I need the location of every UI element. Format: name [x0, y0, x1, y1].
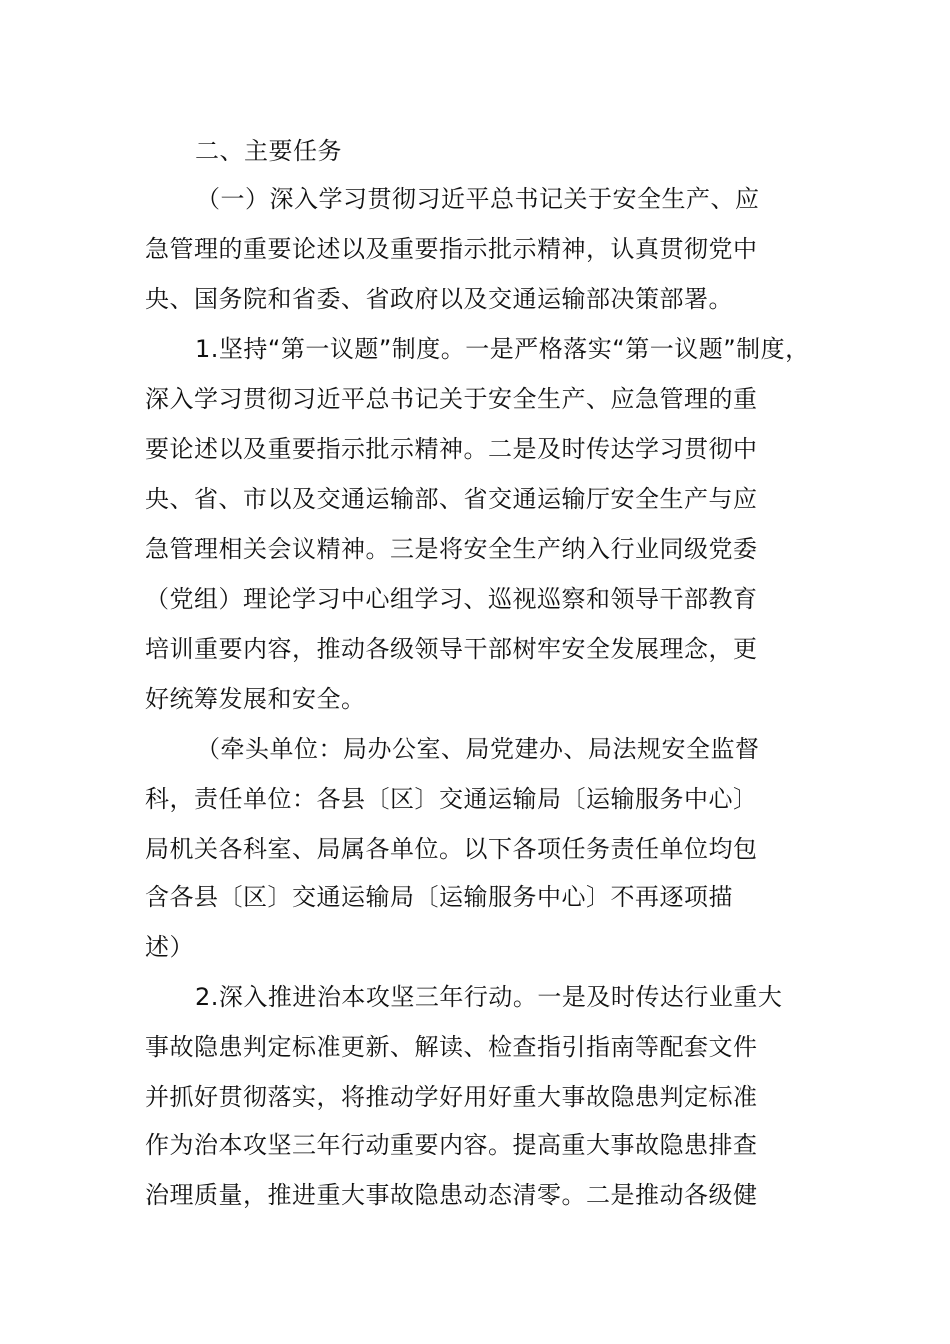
paragraph-line: 央、省、市以及交通运输部、省交通运输厅安全生产与应 — [145, 485, 758, 513]
paragraph-line: （党组）理论学习中心组学习、巡视巡察和领导干部教育 — [145, 585, 758, 613]
paragraph-line: 培训重要内容，推动各级领导干部树牢安全发展理念，更 — [145, 635, 758, 663]
paragraph-line: 央、国务院和省委、省政府以及交通运输部决策部署。 — [145, 285, 733, 313]
paragraph-line: 急管理相关会议精神。三是将安全生产纳入行业同级党委 — [145, 535, 758, 563]
paragraph-line: 好统筹发展和安全。 — [145, 685, 366, 713]
paragraph-line: 治理质量，推进重大事故隐患动态清零。二是推动各级健 — [145, 1181, 758, 1209]
paragraph-line: （牵头单位：局办公室、局党建办、局法规安全监督 — [196, 735, 760, 763]
paragraph-line: 急管理的重要论述以及重要指示批示精神，认真贯彻党中 — [145, 235, 758, 263]
paragraph-line: （一）深入学习贯彻习近平总书记关于安全生产、应 — [196, 185, 760, 213]
paragraph-line: 述） — [145, 933, 194, 961]
paragraph-line: 并抓好贯彻落实，将推动学好用好重大事故隐患判定标准 — [145, 1083, 758, 1111]
section-heading: 二、主要任务 — [195, 137, 342, 165]
paragraph-line: 科，责任单位：各县〔区〕交通运输局〔运输服务中心〕 — [145, 785, 758, 813]
paragraph-line: 事故隐患判定标准更新、解读、检查指引指南等配套文件 — [145, 1033, 758, 1061]
paragraph-line: 作为治本攻坚三年行动重要内容。提高重大事故隐患排查 — [145, 1131, 758, 1159]
paragraph-line: 2.深入推进治本攻坚三年行动。一是及时传达行业重大 — [195, 983, 783, 1011]
paragraph-line: 深入学习贯彻习近平总书记关于安全生产、应急管理的重 — [145, 385, 758, 413]
paragraph-line: 要论述以及重要指示批示精神。二是及时传达学习贯彻中 — [145, 435, 758, 463]
paragraph-line: 含各县〔区〕交通运输局〔运输服务中心〕不再逐项描 — [145, 883, 733, 911]
paragraph-line: 局机关各科室、局属各单位。以下各项任务责任单位均包 — [145, 835, 758, 863]
paragraph-line: 1.坚持“第一议题”制度。一是严格落实“第一议题”制度， — [195, 335, 810, 363]
